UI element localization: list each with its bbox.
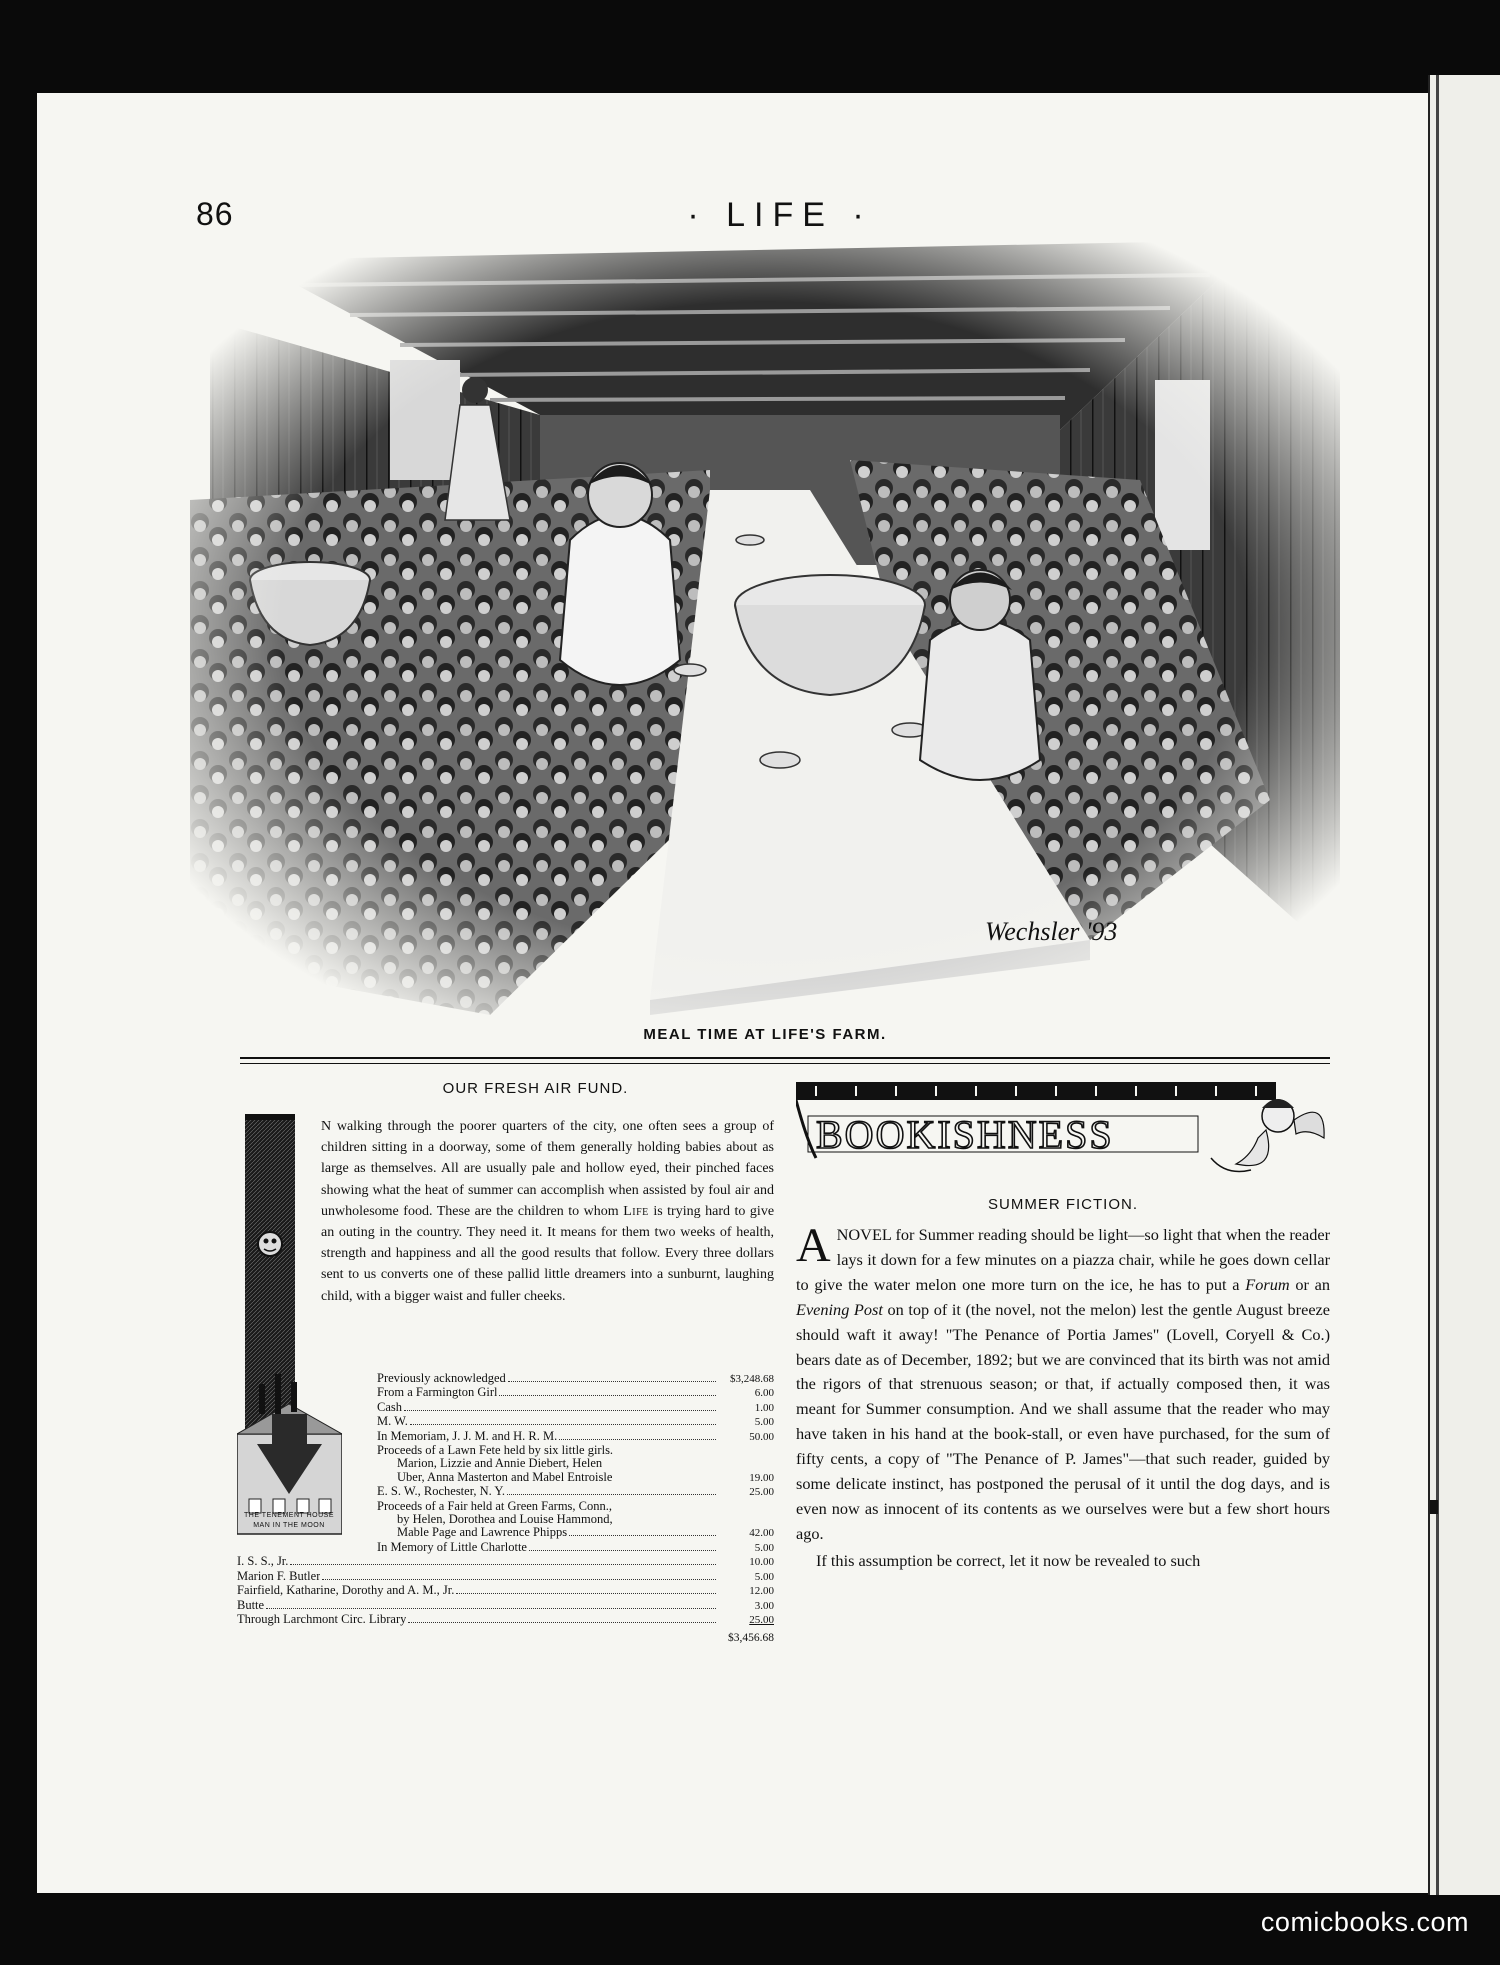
fresh-air-fund-heading: OUR FRESH AIR FUND.: [442, 1080, 629, 1097]
page-number: 86: [196, 196, 234, 232]
bookishness-banner-title: BOOKISHNESS: [816, 1112, 1114, 1157]
summer-fiction-heading: SUMMER FICTION.: [988, 1196, 1138, 1213]
fresh-air-fund-text: N walking through the poorer quarters of the city, one often sees a group of children sitting in a doorway, some of them generally holding babies about as large as themselves. All are usually pale and hollow eyed, their pinched faces showing what the heat of summer can accomplish when assisted by foul air and unwholesome food. These are the children to whom Life is trying hard to give an outing in the country. They need it. It means for them two weeks of health, strength and happiness and all the good results that follow. Every three dollars sent to us converts one of these pallid little dreamers into a sunburnt, laughing child, with a bigger waist and fuller cheeks.: [321, 1119, 775, 1304]
ledger-row: Cash 1.00: [377, 1400, 774, 1414]
masthead-title: · LIFE ·: [687, 196, 873, 234]
divider-rule-thin: [240, 1063, 1330, 1064]
ledger-row: Proceeds of a Lawn Fete held by six little girls.: [377, 1444, 614, 1458]
evening-post-title: Evening Post: [796, 1299, 883, 1319]
fund-total: $3,456.68: [728, 1632, 774, 1644]
ledger-row: In Memoriam, J. J. M. and H. R. M. 50.00: [377, 1429, 774, 1443]
ledger-row: E. S. W., Rochester, N. Y. 25.00: [377, 1485, 774, 1499]
ledger-row: Butte 3.00: [237, 1598, 774, 1612]
ledger-row: Marion F. Butler 5.00: [237, 1569, 774, 1583]
fresh-air-fund-column: [237, 1080, 775, 1644]
ledger-row: M. W. 5.00: [377, 1415, 774, 1429]
ledger-row: Proceeds of a Fair held at Green Farms, Conn.,: [377, 1499, 613, 1513]
ledger-row: Marion, Lizzie and Annie Diebert, Helen: [397, 1457, 603, 1471]
tenement-figure-caption: THE TENEMENT HOUSE MAN IN THE MOON: [243, 1512, 335, 1529]
review-paragraph-2: If this assumption be correct, let it now be revealed to such: [816, 1550, 1201, 1570]
meal-time-illustration: [190, 240, 1340, 1015]
donation-ledger: [237, 1372, 774, 1627]
divider-rule: [240, 1057, 1330, 1059]
ledger-row: From a Farmington Girl 6.00: [377, 1386, 774, 1400]
ledger-row: I. S. S., Jr. 10.00: [237, 1555, 774, 1569]
forum-title: Forum: [1245, 1274, 1290, 1294]
watermark: comicbooks.com: [1260, 1907, 1469, 1937]
life-name: Life: [623, 1203, 649, 1219]
ledger-row: by Helen, Dorothea and Louise Hammond,: [397, 1513, 613, 1527]
illustration-caption: MEAL TIME AT LIFE'S FARM.: [643, 1026, 887, 1043]
illustration-signature: Wechsler '93: [985, 917, 1118, 946]
ledger-row: Previously acknowledged $3,248.68: [377, 1372, 774, 1385]
ledger-row: In Memory of Little Charlotte 5.00: [377, 1540, 774, 1554]
dropcap: A: [796, 1219, 831, 1272]
facing-page-edge: [1428, 75, 1500, 1895]
ledger-row: Through Larchmont Circ. Library 25.00: [237, 1612, 774, 1626]
ledger-row: Uber, Anna Masterton and Mabel Entroisle 19.00: [397, 1470, 774, 1484]
ledger-row: Fairfield, Katharine, Dorothy and A. M., Jr. 12.00: [237, 1584, 774, 1598]
summer-fiction-review: A NOVEL for Summer reading should be light—so light that when the reader lays it down for a few minutes on a piazza chair, while he goes down cellar to give the water melon one more turn on the ice, he has to put a Forum or an Evening Post on top of it (the novel, not the melon) lest the gentle August breeze should waft it away! "The Penance of Portia James" (Lovell, Coryell & Co.) bears date as of December, 1892; but we are convinced that its birth was not amid the rigors of that strenuous season; or that, if actually composed then, it was meant for Summer consumption. And we shall assume that the reader who may have taken in his hand at the book-stall, or even have purchased, for the sum of fifty cents, a copy of "The Penance of P. James"—that such reader, guided by some delicate instinct, has postponed the perusal of it until the dog days, and is even now as innocent of its contents as we ourselves were but a few short hours ago. If this assumption be correct, let it now be revealed to such: [796, 1223, 1330, 1574]
bookishness-banner: [796, 1078, 1330, 1183]
ledger-row: Mable Page and Lawrence Phipps 42.00: [397, 1526, 774, 1540]
bookishness-column: [796, 1078, 1330, 1574]
